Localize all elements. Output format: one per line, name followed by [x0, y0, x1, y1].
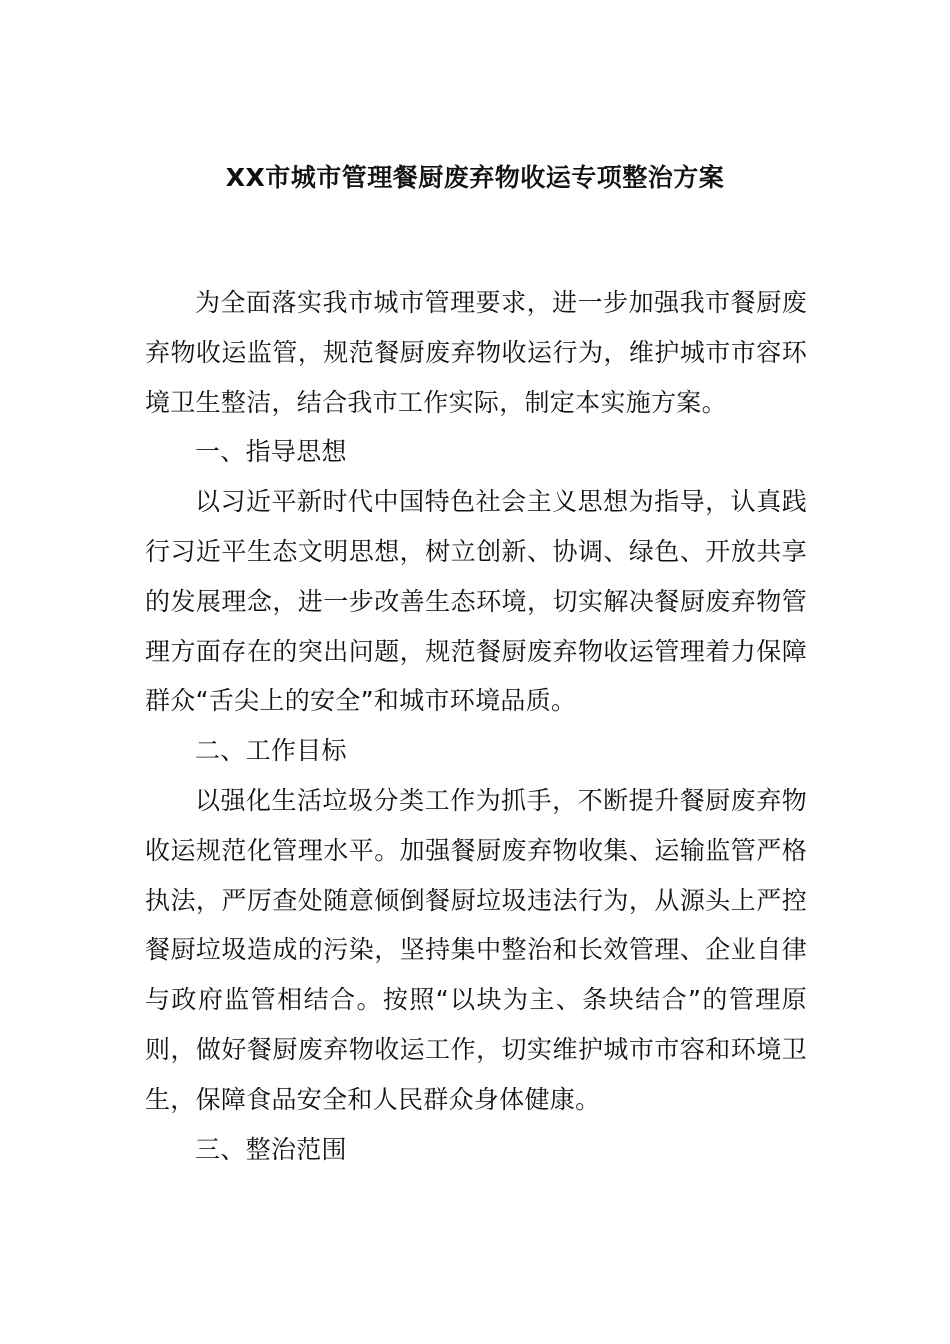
- intro-paragraph: 为全面落实我市城市管理要求，进一步加强我市餐厨废弃物收运监管，规范餐厨废弃物收运行为，维护城市市容环境卫生整洁，结合我市工作实际，制定本实施方案。: [145, 288, 807, 417]
- section-body-guiding-ideology: 以习近平新时代中国特色社会主义思想为指导，认真践行习近平生态文明思想，树立创新、协调、绿色、开放共享的发展理念，进一步改善生态环境，切实解决餐厨废弃物管理方面存在的突出问题，规范餐厨废弃物收运管理着力保障群众“舌尖上的安全”和城市环境品质。: [145, 487, 807, 716]
- section-heading-scope: 三、整治范围: [195, 1134, 347, 1164]
- document-body: [145, 278, 807, 1174]
- section-heading-guiding-ideology: 一、指导思想: [195, 437, 347, 467]
- section-heading-work-goals: 二、工作目标: [195, 736, 347, 766]
- document-title: XX市城市管理餐厨废弃物收运专项整治方案: [225, 163, 725, 192]
- section-body-work-goals: 以强化生活垃圾分类工作为抓手，不断提升餐厨废弃物收运规范化管理水平。加强餐厨废弃物收集、运输监管严格执法，严厉查处随意倾倒餐厨垃圾违法行为，从源头上严控餐厨垃圾造成的污染，坚持集中整治和长效管理、企业自律与政府监管相结合。按照“以块为主、条块结合”的管理原则，做好餐厨废弃物收运工作，切实维护城市市容和环境卫生，保障食品安全和人民群众身体健康。: [145, 785, 807, 1114]
